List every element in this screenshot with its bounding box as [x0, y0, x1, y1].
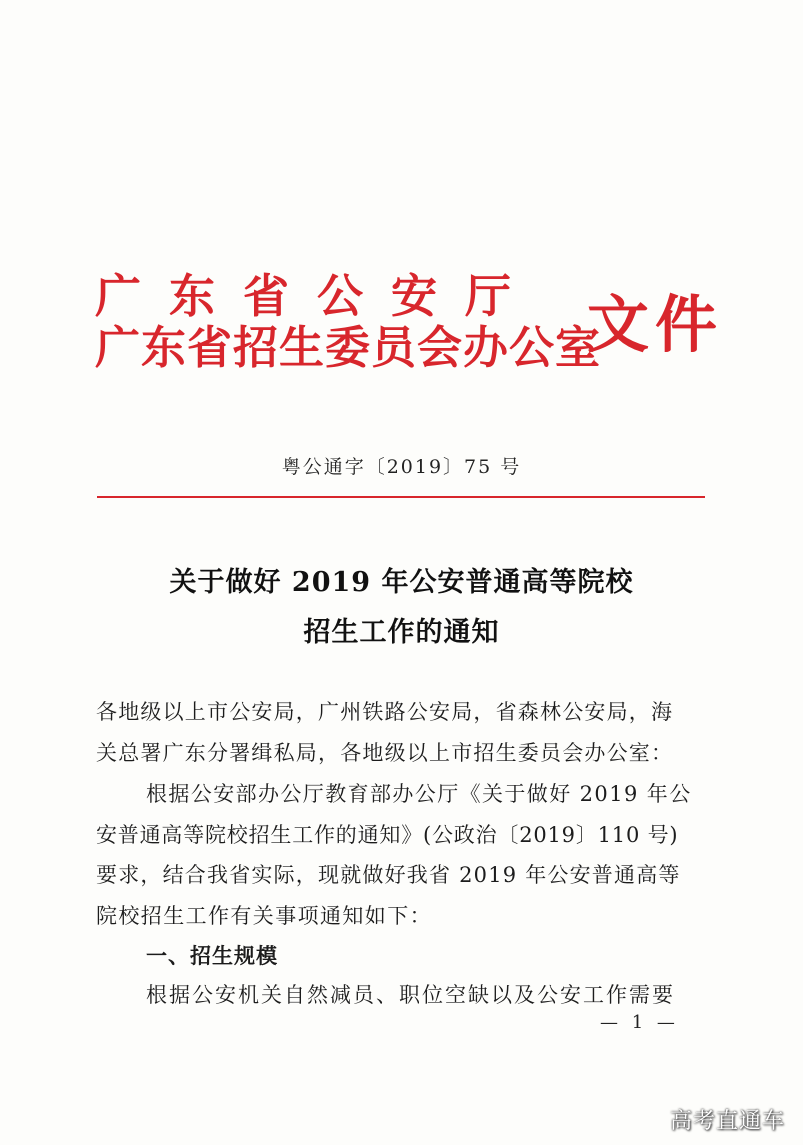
title-line-2: 招生工作的通知: [303, 617, 500, 648]
section-1-heading: 一、招生规模: [146, 943, 278, 968]
paragraph-1-line-3: 要求，结合我省实际，现就做好我省 2019 年公安普通高等: [96, 863, 681, 887]
issuer-line-1: 广东省公安厅: [95, 269, 539, 323]
paragraph-1-line-1: 根据公安部办公厅教育部办公厅《关于做好 2019 年公: [146, 782, 692, 806]
watermark-logo-text: 高考直通车: [669, 1109, 785, 1134]
addressee-line-1: 各地级以上市公安局，广州铁路公安局，省森林公安局，海: [96, 700, 674, 724]
red-letterhead: [95, 268, 724, 378]
title-line-1: 关于做好 2019 年公安普通高等院校: [169, 567, 634, 598]
paragraph-1-line-4: 院校招生工作有关事项通知如下：: [96, 904, 432, 928]
red-divider: [97, 496, 705, 498]
paragraph-1-line-2: 安普通高等院校招生工作的通知》(公政治〔2019〕110 号): [96, 823, 679, 847]
issuer-line-2: 广东省招生委员会办公室: [95, 321, 602, 374]
document-number: 粤公通字〔2019〕75 号: [281, 456, 522, 478]
section-1-line-1: 根据公安机关自然减员、职位空缺以及公安工作需要: [146, 983, 675, 1007]
addressee-line-2: 关总署广东分署缉私局，各地级以上市招生委员会办公室：: [96, 741, 674, 765]
document-suffix: 文件: [587, 288, 724, 361]
page-number: — 1 —: [600, 1012, 679, 1033]
